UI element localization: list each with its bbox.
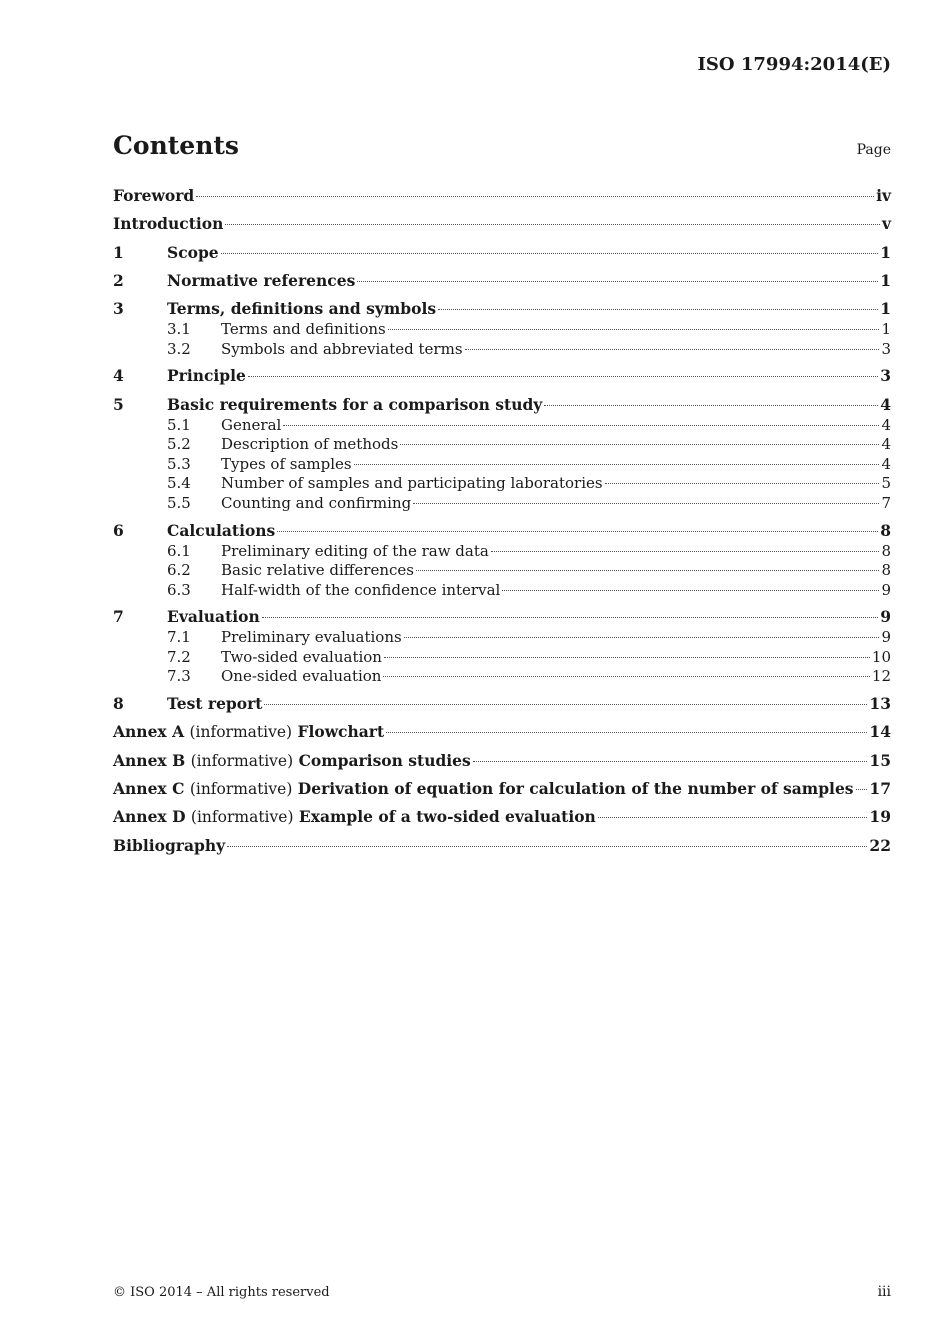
toc-page: 12 bbox=[871, 667, 891, 686]
dot-leader bbox=[473, 761, 868, 762]
toc-label: Counting and confirming bbox=[221, 493, 412, 512]
toc-number: 1 bbox=[113, 242, 124, 262]
dot-leader bbox=[221, 253, 879, 254]
toc-label: Basic requirements for a comparison study bbox=[167, 394, 543, 414]
toc-entry-calculations[interactable] bbox=[113, 520, 891, 542]
toc-subentry-3-2[interactable] bbox=[113, 340, 891, 360]
toc-label: Half-width of the confidence interval bbox=[221, 580, 501, 599]
toc-page: 5 bbox=[881, 474, 891, 493]
toc-number: 5.2 bbox=[167, 435, 191, 454]
toc-subentry-6-1[interactable] bbox=[113, 542, 891, 562]
toc-page: 19 bbox=[869, 807, 891, 827]
toc-page: 4 bbox=[881, 415, 891, 434]
dot-leader bbox=[491, 551, 880, 552]
dot-leader bbox=[262, 617, 878, 618]
toc-page: 4 bbox=[881, 435, 891, 454]
toc-entry-foreword[interactable] bbox=[113, 185, 891, 207]
toc-entry-terms-definitions[interactable] bbox=[113, 298, 891, 320]
dot-leader bbox=[413, 503, 879, 504]
toc-entry-annex-a[interactable] bbox=[113, 721, 891, 743]
toc-label: Terms and definitions bbox=[221, 320, 386, 339]
dot-leader bbox=[502, 590, 879, 591]
toc-label: Symbols and abbreviated terms bbox=[221, 339, 463, 358]
toc-label: Introduction bbox=[113, 214, 224, 234]
toc-label: Number of samples and participating laboratories bbox=[221, 474, 603, 493]
toc-page: iv bbox=[876, 186, 891, 205]
annex-info: (informative) bbox=[189, 723, 293, 742]
toc-label: Two-sided evaluation bbox=[221, 647, 382, 666]
toc-number: 8 bbox=[113, 694, 124, 714]
toc-number: 3 bbox=[113, 299, 124, 319]
annex-info: (informative) bbox=[190, 808, 294, 827]
toc-subentry-5-4[interactable] bbox=[113, 474, 891, 494]
toc-page: 1 bbox=[880, 299, 891, 319]
document-id: ISO 17994:2014(E) bbox=[697, 54, 891, 75]
toc-page: 8 bbox=[880, 520, 891, 540]
copyright-notice: © ISO 2014 – All rights reserved bbox=[113, 1285, 330, 1300]
dot-leader bbox=[465, 349, 880, 350]
toc-number: 5 bbox=[113, 394, 124, 414]
dot-leader bbox=[264, 704, 867, 705]
toc-page: 8 bbox=[881, 541, 891, 560]
toc-page: 9 bbox=[881, 580, 891, 599]
toc-subentry-5-3[interactable] bbox=[113, 455, 891, 475]
toc-number: 7.3 bbox=[167, 667, 191, 686]
toc-page: 4 bbox=[880, 394, 891, 414]
dot-leader bbox=[277, 531, 878, 532]
toc-page: 15 bbox=[869, 750, 891, 770]
annex-title: Flowchart bbox=[297, 722, 385, 742]
dot-leader bbox=[404, 637, 880, 638]
toc-subentry-5-2[interactable] bbox=[113, 435, 891, 455]
toc-number: 6 bbox=[113, 520, 124, 540]
dot-leader bbox=[384, 657, 870, 658]
dot-leader bbox=[605, 483, 880, 484]
dot-leader bbox=[248, 376, 878, 377]
toc-label: Calculations bbox=[167, 520, 276, 540]
toc-page: v bbox=[881, 214, 891, 234]
annex-info: (informative) bbox=[190, 751, 294, 770]
toc-label: Test report bbox=[167, 694, 263, 714]
toc-page: 4 bbox=[881, 454, 891, 473]
toc-entry-normative-references[interactable] bbox=[113, 270, 891, 292]
toc-page: 9 bbox=[880, 607, 891, 627]
toc-label: General bbox=[221, 415, 282, 434]
toc-label bbox=[113, 806, 596, 828]
toc-subentry-3-1[interactable] bbox=[113, 320, 891, 340]
toc-label: One-sided evaluation bbox=[221, 667, 382, 686]
toc-label: Bibliography bbox=[113, 835, 226, 855]
toc-subentry-6-2[interactable] bbox=[113, 561, 891, 581]
toc-number: 4 bbox=[113, 366, 124, 386]
dot-leader bbox=[544, 405, 878, 406]
toc-subentry-5-1[interactable] bbox=[113, 416, 891, 436]
toc-label: Foreword bbox=[113, 186, 195, 205]
toc-label bbox=[113, 750, 471, 772]
toc-label: Preliminary editing of the raw data bbox=[221, 541, 489, 560]
toc-page: 9 bbox=[881, 628, 891, 647]
toc-entry-principle[interactable] bbox=[113, 365, 891, 387]
toc-entry-annex-c[interactable] bbox=[113, 778, 891, 800]
annex-id: Annex C bbox=[113, 779, 185, 799]
toc-number: 6.2 bbox=[167, 561, 191, 580]
dot-leader bbox=[386, 732, 867, 733]
dot-leader bbox=[283, 425, 879, 426]
annex-title: Derivation of equation for calculation of the number of samples bbox=[297, 779, 854, 799]
toc-page: 7 bbox=[881, 493, 891, 512]
toc-subentry-7-1[interactable] bbox=[113, 628, 891, 648]
toc-page: 8 bbox=[881, 561, 891, 580]
toc-label: Types of samples bbox=[221, 454, 352, 473]
toc-number: 6.1 bbox=[167, 541, 191, 560]
toc-number: 7 bbox=[113, 607, 124, 627]
toc-page: 17 bbox=[869, 779, 891, 799]
toc-page: 1 bbox=[880, 270, 891, 290]
toc-label: Evaluation bbox=[167, 607, 260, 627]
toc-page: 22 bbox=[869, 835, 891, 855]
toc-number: 6.3 bbox=[167, 580, 191, 599]
toc-page: 13 bbox=[869, 694, 891, 714]
annex-id: Annex B bbox=[113, 750, 186, 770]
toc-label: Normative references bbox=[167, 270, 356, 290]
annex-title: Example of a two-sided evaluation bbox=[298, 807, 596, 827]
toc-entry-evaluation[interactable] bbox=[113, 606, 891, 628]
toc-number: 5.3 bbox=[167, 454, 191, 473]
toc-subentry-6-3[interactable] bbox=[113, 581, 891, 601]
dot-leader bbox=[357, 281, 878, 282]
page-column-label: Page bbox=[856, 142, 891, 158]
dot-leader bbox=[354, 464, 880, 465]
toc-label bbox=[113, 721, 384, 743]
dot-leader bbox=[388, 329, 880, 330]
dot-leader bbox=[856, 789, 868, 790]
toc-label: Basic relative differences bbox=[221, 561, 414, 580]
toc-entry-introduction[interactable] bbox=[113, 213, 891, 235]
page-number: iii bbox=[877, 1284, 891, 1300]
toc-page: 1 bbox=[880, 242, 891, 262]
toc-label: Terms, definitions and symbols bbox=[167, 299, 437, 319]
table-of-contents bbox=[113, 185, 891, 857]
toc-number: 3.1 bbox=[167, 320, 191, 339]
toc-page: 14 bbox=[869, 722, 891, 742]
toc-entry-annex-b[interactable] bbox=[113, 750, 891, 772]
toc-number: 5.1 bbox=[167, 415, 191, 434]
toc-entry-basic-requirements[interactable] bbox=[113, 394, 891, 416]
toc-subentry-5-5[interactable] bbox=[113, 494, 891, 514]
dot-leader bbox=[400, 444, 879, 445]
dot-leader bbox=[598, 817, 868, 818]
dot-leader bbox=[438, 309, 878, 310]
dot-leader bbox=[383, 676, 869, 677]
annex-id: Annex A bbox=[113, 722, 185, 742]
toc-number: 7.1 bbox=[167, 628, 191, 647]
toc-label: Description of methods bbox=[221, 435, 399, 454]
toc-number: 5.4 bbox=[167, 474, 191, 493]
annex-title: Comparison studies bbox=[298, 750, 471, 770]
dot-leader bbox=[416, 570, 879, 571]
toc-subentry-7-2[interactable] bbox=[113, 648, 891, 668]
toc-page: 3 bbox=[880, 366, 891, 386]
toc-page: 3 bbox=[881, 339, 891, 358]
toc-entry-bibliography[interactable] bbox=[113, 835, 891, 857]
page-title: Contents bbox=[113, 131, 240, 160]
dot-leader bbox=[196, 196, 874, 197]
toc-number: 5.5 bbox=[167, 493, 191, 512]
toc-page: 10 bbox=[871, 647, 891, 666]
toc-label bbox=[113, 778, 854, 800]
toc-entry-annex-d[interactable] bbox=[113, 806, 891, 828]
toc-number: 2 bbox=[113, 270, 124, 290]
toc-label: Principle bbox=[167, 366, 246, 386]
annex-info: (informative) bbox=[189, 780, 293, 799]
annex-id: Annex D bbox=[113, 807, 186, 827]
toc-number: 7.2 bbox=[167, 647, 191, 666]
dot-leader bbox=[225, 224, 880, 225]
toc-subentry-7-3[interactable] bbox=[113, 667, 891, 687]
toc-label: Preliminary evaluations bbox=[221, 628, 402, 647]
toc-label: Scope bbox=[167, 242, 219, 262]
toc-page: 1 bbox=[881, 320, 891, 339]
toc-entry-test-report[interactable] bbox=[113, 693, 891, 715]
toc-entry-scope[interactable] bbox=[113, 242, 891, 264]
toc-number: 3.2 bbox=[167, 339, 191, 358]
dot-leader bbox=[227, 846, 867, 847]
